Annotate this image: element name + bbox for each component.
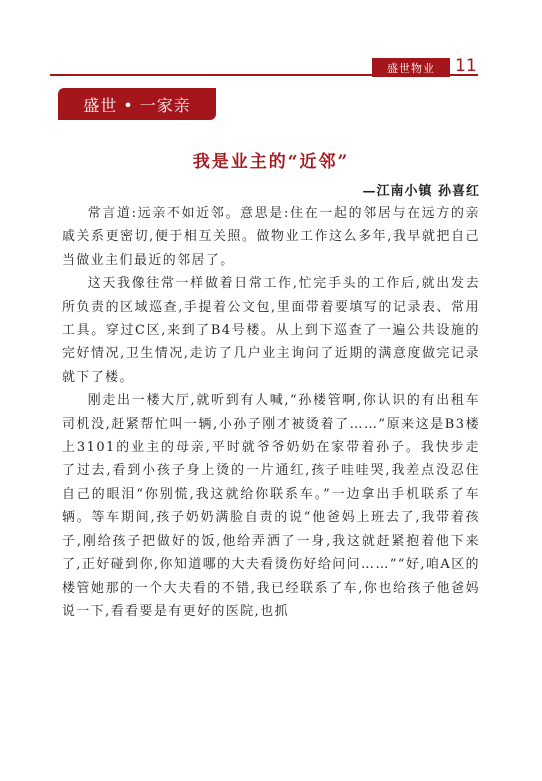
paragraph: 刚走出一楼大厅,就听到有人喊,“孙楼管啊,你认识的有出租车司机没,赶紧帮忙叫一辆,小孙子刚才被烫着了……”原来这是B3楼上3101的业主的母亲,平时就爷爷奶奶在家带着孙子。我快步走了过去,看到小孩子身上烫的一片通红,孩子哇哇哭,我差点没忍住自己的眼泪“你别慌,我这就给你联系车。”一边拿出手机联系了车辆。等车期间,孩子奶奶满脸自责的说“他爸妈上班去了,我带着孩子,刚给孩子把做好的饭,他给弄洒了一身,我这就赶紧抱着他下来了,正好碰到你,你知道哪的大夫看烫伤好给问问……”“好,咱A区的楼管她那的一个大夫看的不错,我已经联系了车,你也给孩子他爸妈说一下,看看要是有更好的医院,也抓 [62, 393, 480, 619]
article-body [62, 202, 480, 623]
article-byline: —江南小镇 孙喜红 [362, 184, 480, 199]
paragraph: 这天我像往常一样做着日常工作,忙完手头的工作后,就出发去所负责的区域巡查,手提着公文包,里面带着要填写的记录表、常用工具。穿过C区,来到了B4号楼。从上到下巡查了一遍公共设施的完好情况,卫生情况,走访了几户业主询问了近期的满意度做完记录就下了楼。 [62, 276, 480, 385]
section-badge: 盛世 • 一家亲 [58, 88, 216, 120]
header-tag: 盛世物业 [372, 58, 450, 77]
paragraph: 常言道:远亲不如近邻。意思是:住在一起的邻居与在远方的亲戚关系更密切,便于相互关照。做物业工作这么多年,我早就把自己当做业主们最近的邻居了。 [62, 206, 480, 268]
page-number: 11 [455, 56, 477, 76]
article-title: 我是业主的“近邻” [192, 152, 350, 172]
